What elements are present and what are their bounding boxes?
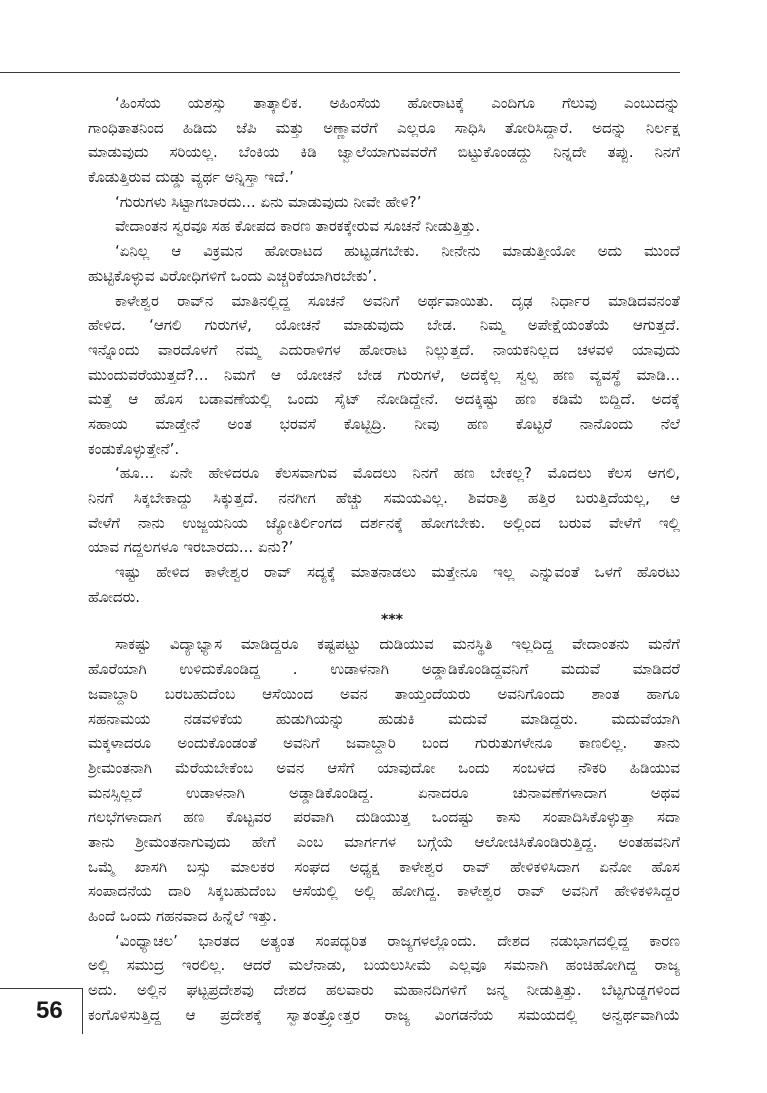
text-line: ಇಷ್ಟು ಹೇಳಿದ ಕಾಳೇಶ್ವರ ರಾವ್ ಸದ್ಯಕ್ಕೆ ಮಾತನಾಡಲು ಮತ್ತೇನೂ ಇಲ್ಲ ಎನ್ನುವಂತೆ ಒಳಗೆ ಹೊರಟು — [115, 563, 680, 582]
text-line: ವೇದಾಂತನ ಸ್ವರವೂ ಸಹ ಕೋಪದ ಕಾರಣ ತಾರಕಕ್ಕೇರುವ ಸೂಚನೆ ನೀಡುತ್ತಿತ್ತು. — [115, 217, 481, 236]
text-line: ಹೋದರು. — [88, 587, 141, 606]
paragraph — [88, 461, 680, 560]
text-line: ಯಾವ ಗದ್ದಲಗಳೂ ಇರಬಾರದು... ಏನು?’ — [88, 538, 294, 557]
text-line: ಗಾಂಧಿತಾತನಿಂದ ಹಿಡಿದು ಜೆಪಿ ಮತ್ತು ಅಣ್ಣಾವರೆಗೆ ಎಲ್ಲರೂ ಸಾಧಿಸಿ ತೋರಿಸಿದ್ದಾರೆ. ಅದನ್ನು ನಿರ್ಲಕ್ಷ — [88, 118, 680, 137]
text-line: ಕೊಡುತ್ತಿರುವ ದುಡ್ಡು ವ್ಯರ್ಥ ಅನ್ನಿಸ್ತಾ ಇದೆ.’ — [88, 168, 294, 187]
text-line: ಒಮ್ಮೆ ಖಾಸಗಿ ಬಸ್ಸು ಮಾಲಕರ ಸಂಘದ ಅಧ್ಯಕ್ಷ ಕಾಳೇಶ್ವರ ರಾವ್ ಹೇಳಿಕಳಿಸಿದಾಗ ಏನೋ ಹೊಸ — [88, 857, 680, 876]
text-line: ಮನಸ್ಸಿಲ್ಲದೆ ಉಡಾಳನಾಗಿ ಅಡ್ಡಾಡಿಕೊಂಡಿದ್ದ. ಏನಾದರೂ ಚುನಾವಣೆಗಳಾದಾಗ ಅಥವ — [88, 783, 680, 802]
text-section — [88, 91, 680, 609]
text-line: ಕಾಳೇಶ್ವರ ರಾವ್‌ನ ಮಾತಿನಲ್ಲಿದ್ದ ಸೂಚನೆ ಅವನಿಗೆ ಅರ್ಥವಾಯಿತು. ದೃಢ ನಿರ್ಧಾರ ಮಾಡಿದವನಂತೆ — [115, 291, 680, 310]
text-line: ಹುಟ್ಟಿಕೊಳ್ಳುವ ವಿರೋಧಿಗಳಿಗೆ ಒಂದು ಎಚ್ಚರಿಕೆಯಾಗಿರಬೇಕು’. — [88, 266, 378, 285]
text-line: ಹೇಳಿದ. ‘ಆಗಲಿ ಗುರುಗಳೆ, ಯೋಚನೆ ಮಾಡುವುದು ಬೇಡ. ನಿಮ್ಮ ಅಪೇಕ್ಷೆಯಂತೆಯೆ ಆಗುತ್ತದೆ. — [88, 316, 680, 335]
text-line: ‘ಹಿಂಸೆಯ ಯಶಸ್ಸು ತಾತ್ಕಾಲಿಕ. ಅಹಿಂಸೆಯ ಹೋರಾಟಕ್ಕೆ ಎಂದಿಗೂ ಗೆಲುವು ಎಂಬುದನ್ನು — [115, 94, 680, 112]
text-line: ಹಿಂದೆ ಒಂದು ಗಹನವಾದ ಹಿನ್ನೆಲೆ ಇತ್ತು. — [88, 907, 278, 925]
page-number-rule-vertical — [82, 988, 83, 1034]
text-section — [88, 632, 680, 1027]
text-line: ಹೊರೆಯಾಗಿ ಉಳಿದುಕೊಂಡಿದ್ದ . ಉಡಾಳನಾಗಿ ಅಡ್ಡಾಡಿಕೊಂಡಿದ್ದವನಿಗೆ ಮದುವೆ ಮಾಡಿದರೆ — [88, 660, 680, 679]
text-line: ‘ಹೂ... ಏನೇ ಹೇಳಿದರೂ ಕೆಲಸವಾಗುವ ಮೊದಲು ನಿನಗೆ ಹಣ ಬೇಕಲ್ಲ? ಮೊದಲು ಕೆಲಸ ಆಗಲಿ, — [115, 464, 680, 483]
paragraph — [88, 560, 680, 609]
text-line: ‘ಏನಿಲ್ಲ ಆ ವಿಕ್ರಮನ ಹೋರಾಟದ ಹುಟ್ಟಡಗಬೇಕು. ನೀನೇನು ಮಾಡುತ್ತೀಯೋ ಅದು ಮುಂದೆ — [115, 242, 680, 261]
paragraph — [88, 632, 680, 928]
text-line: ಶ್ರೀಮಂತನಾಗಿ ಮೆರೆಯಬೇಕೆಂಬ ಅವನ ಆಸೆಗೆ ಯಾವುದೋ ಒಂದು ಸಂಬಳದ ನೌಕರಿ ಹಿಡಿಯುವ — [88, 758, 680, 777]
text-line: ಸಂಪಾದನೆಯ ದಾರಿ ಸಿಕ್ಕಬಹುದೆಂಬ ಆಸೆಯಲ್ಲಿ ಅಲ್ಲಿ ಹೋಗಿದ್ದ. ಕಾಳೇಶ್ವರ ರಾವ್ ಅವನಿಗೆ ಹೇಳಿಕಳಿಸಿದ್ದರ — [88, 882, 680, 901]
text-line: ಸಾಕಷ್ಟು ವಿದ್ಯಾಭ್ಯಾಸ ಮಾಡಿದ್ದರೂ ಕಷ್ಟಪಟ್ಟು ದುಡಿಯುವ ಮನಸ್ಥಿತಿ ಇಲ್ಲದಿದ್ದ ವೇದಾಂತನು ಮನೆಗೆ — [115, 635, 680, 654]
text-line: ಕಂಡುಕೊಳ್ಳುತ್ತೇನೆ’. — [88, 439, 180, 458]
paragraph — [88, 190, 680, 215]
paragraph — [88, 214, 680, 239]
text-line: ‘ಗುರುಗಳು ಸಿಟ್ಟಾಗಬಾರದು... ಏನು ಮಾಡುವುದು ನೀವೇ ಹೇಳಿ?’ — [115, 192, 422, 211]
text-line: ಇನ್ನೊಂದು ವಾರದೊಳಗೆ ನಮ್ಮ ಎದುರಾಳಿಗಳ ಹೋರಾಟ ನಿಲ್ಲುತ್ತದೆ. ನಾಯಕನಿಲ್ಲದ ಚಳವಳಿ ಯಾವುದು — [88, 340, 680, 359]
header-rule — [0, 72, 680, 73]
page-number-rule-horizontal — [0, 988, 82, 989]
text-line: ಗಲಭೆಗಳಾದಾಗ ಹಣ ಕೊಟ್ಟವರ ಪರವಾಗಿ ದುಡಿಯುತ್ತ ಒಂದಷ್ಟು ಕಾಸು ಸಂಪಾದಿಸಿಕೊಳ್ಳುತ್ತಾ ಸದಾ — [88, 808, 680, 827]
text-line: ಮಕ್ಕಳಾದರೂ ಅಂದುಕೊಂಡಂತೆ ಅವನಿಗೆ ಜವಾಬ್ದಾರಿ ಬಂದ ಗುರುತುಗಳೇನೂ ಕಾಣಲಿಲ್ಲ. ತಾನು — [88, 734, 680, 753]
page-number: 56 — [36, 997, 63, 1024]
text-line: ತಾನು ಶ್ರೀಮಂತನಾಗುವುದು ಹೇಗೆ ಎಂಬ ಮಾರ್ಗಗಳ ಬಗ್ಗೆಯೆ ಆಲೋಚಿಸಿಕೊಂಡಿರುತ್ತಿದ್ದ. ಅಂತಹವನಿಗೆ — [88, 832, 680, 851]
text-line: ‘ವಿಂಧ್ಯಾಚಲ’ ಭಾರತದ ಅತ್ಯಂತ ಸಂಪದ್ಭರಿತ ರಾಜ್ಯಗಳಲ್ಲೊಂದು. ದೇಶದ ನಡುಭಾಗದಲ್ಲಿದ್ದ ಕಾರಣ — [115, 931, 680, 950]
text-line: ವೇಳೆಗೆ ನಾನು ಉಜ್ಜಯನಿಯ ಜ್ಯೋತಿರ್ಲಿಂಗದ ದರ್ಶನಕ್ಕೆ ಹೋಗಬೇಕು. ಅಲ್ಲಿಂದ ಬರುವ ವೇಳೆಗೆ ಇಲ್ಲಿ — [88, 513, 680, 532]
text-line: ಸಹಾಯ ಮಾಡ್ತೇನೆ ಅಂತ ಭರವಸೆ ಕೊಟ್ಟಿದ್ರಿ. ನೀವು ಹಣ ಕೊಟ್ಟರೆ ನಾನೊಂದು ನೆಲೆ — [88, 414, 680, 433]
text-line: ಕಂಗೊಳಿಸುತ್ತಿದ್ದ ಆ ಪ್ರದೇಶಕ್ಕೆ ಸ್ವಾತಂತ್ರ್ಯೋತ್ತರ ರಾಜ್ಯ ವಿಂಗಡನೆಯ ಸಮಯದಲ್ಲಿ ಅನ್ವರ್ಥವಾಗಿಯೆ — [88, 1005, 680, 1024]
text-line: ನಿನಗೆ ಸಿಕ್ಕಬೇಕಾದ್ದು ಸಿಕ್ಕುತ್ತದೆ. ನನಗೀಗ ಹೆಚ್ಚು ಸಮಯವಿಲ್ಲ. ಶಿವರಾತ್ರಿ ಹತ್ತಿರ ಬರುತ್ತಿದೆಯಲ್ಲ, ಆ — [88, 489, 680, 507]
text-line: ಮತ್ತೆ ಆ ಹೊಸ ಬಡಾವಣೆಯಲ್ಲಿ ಒಂದು ಸೈಟ್ ನೋಡಿದ್ದೇನೆ. ಅದಕ್ಕಿಷ್ಟು ಹಣ ಕಡಿಮೆ ಬಿದ್ದಿದೆ. ಅದಕ್ಕೆ — [88, 390, 680, 409]
paragraph — [88, 91, 680, 190]
text-line: ಸಹನಾಮಯ ನಡವಳಿಕೆಯ ಹುಡುಗಿಯನ್ನು ಹುಡುಕಿ ಮದುವೆ ಮಾಡಿದ್ದರು. ಮದುವೆಯಾಗಿ — [88, 709, 680, 728]
text-line: ಮುಂದುವರೆಯುತ್ತದೆ?... ನಿಮಗೆ ಆ ಯೋಚನೆ ಬೇಡ ಗುರುಗಳೆ, ಅದಕ್ಕೆಲ್ಲ ಸ್ವಲ್ಪ ಹಣ ವ್ಯವಸ್ಥೆ ಮಾಡಿ... — [88, 365, 680, 384]
text-line: ಮಾಡುವುದು ಸರಿಯಲ್ಲ. ಬೆಂಕಿಯ ಕಿಡಿ ಜ್ವಾಲೆಯಾಗುವವರೆಗೆ ಬಿಟ್ಟುಕೊಂಡದ್ದು ನಿನ್ನದೇ ತಪ್ಪು. ನಿನಗೆ — [88, 143, 680, 162]
text-line: ಅಲ್ಲಿ ಸಮುದ್ರ ಇರಲಿಲ್ಲ. ಆದರೆ ಮಲೆನಾಡು, ಬಯಲುಸೀಮೆ ಎಲ್ಲವೂ ಸಮನಾಗಿ ಹಂಚಿಹೋಗಿದ್ದ ರಾಜ್ಯ — [88, 956, 680, 975]
section-break: *** — [381, 612, 403, 629]
paragraph — [88, 239, 680, 288]
paragraph — [88, 289, 680, 462]
text-line: ಅದು. ಅಲ್ಲಿನ ಘಟ್ಟಪ್ರದೇಶವು ದೇಶದ ಹಲವಾರು ಮಹಾನದಿಗಳಿಗೆ ಜನ್ಮ ನೀಡುತ್ತಿತ್ತು. ಬೆಟ್ಟಗುಡ್ಡಗಳಿಂದ — [88, 981, 680, 1000]
body-text — [88, 91, 680, 1027]
paragraph — [88, 929, 680, 1028]
text-line: ಜವಾಬ್ದಾರಿ ಬರಬಹುದೆಂಬ ಆಸೆಯಿಂದ ಅವನ ತಾಯ್ತಂದೆಯರು ಅವನಿಗೊಂದು ಶಾಂತ ಹಾಗೂ — [88, 684, 680, 703]
